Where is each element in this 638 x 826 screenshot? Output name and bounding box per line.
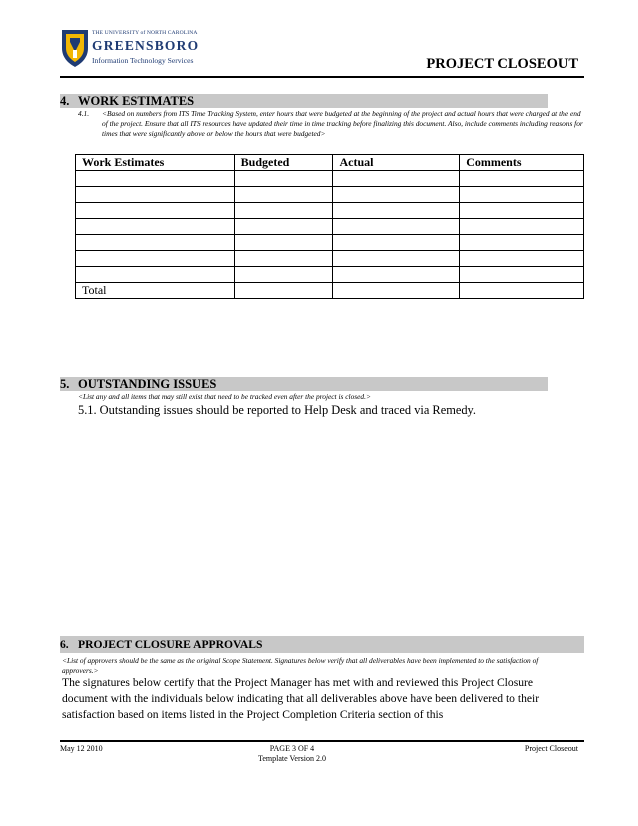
table-cell[interactable] — [234, 171, 333, 187]
table-row — [76, 187, 584, 203]
table-cell[interactable] — [76, 203, 235, 219]
table-header-row — [76, 155, 584, 171]
section-6-body: The signatures below certify that the Project Manager has met with and reviewed this Project Closure document with the individuals below indicating that all deliverables above have been delivered to their satisfaction based on items listed in the Project Completion Criteria section of this — [62, 676, 540, 721]
table-cell[interactable] — [333, 203, 460, 219]
table-row — [76, 267, 584, 283]
table-header-cell: Actual — [333, 155, 460, 171]
section-4-title: WORK ESTIMATES — [78, 94, 195, 108]
table-row — [76, 171, 584, 187]
table-cell[interactable] — [234, 219, 333, 235]
table-row — [76, 219, 584, 235]
section-4-heading — [60, 94, 194, 108]
logo-greensboro-text: GREENSBORO — [92, 38, 200, 53]
table-cell[interactable] — [234, 283, 333, 299]
table-cell[interactable] — [460, 219, 584, 235]
section-6-title: PROJECT CLOSURE APPROVALS — [78, 638, 263, 651]
table-cell[interactable] — [333, 235, 460, 251]
section-6-number: 6. — [60, 638, 69, 651]
uncg-shield-logo-icon — [60, 28, 90, 68]
table-cell[interactable] — [76, 219, 235, 235]
table-row — [76, 235, 584, 251]
work-estimates-table — [75, 154, 584, 299]
footer-document-name: Project Closeout — [524, 744, 578, 753]
table-cell[interactable] — [234, 203, 333, 219]
table-cell[interactable] — [76, 267, 235, 283]
footer-page-number: PAGE 3 OF 4 — [269, 744, 315, 753]
table-cell[interactable] — [76, 187, 235, 203]
table-cell[interactable] — [460, 283, 584, 299]
table-cell[interactable] — [333, 187, 460, 203]
footer-date: May 12 2010 — [60, 744, 103, 753]
table-cell[interactable] — [460, 203, 584, 219]
table-row — [76, 251, 584, 267]
logo-university-text: THE UNIVERSITY of NORTH CAROLINA — [92, 30, 198, 36]
table-cell[interactable] — [76, 171, 235, 187]
table-cell[interactable] — [76, 251, 235, 267]
table-cell[interactable] — [460, 171, 584, 187]
table-cell[interactable] — [76, 235, 235, 251]
section-4-number: 4. — [60, 94, 70, 108]
table-header-cell: Comments — [460, 155, 584, 171]
table-cell[interactable] — [234, 235, 333, 251]
table-cell[interactable] — [333, 219, 460, 235]
section-6-note: <List of approvers should be the same as the original Scope Statement. Signatures below verify that all deliverables have been implemented to the satisfaction of approvers.> — [62, 656, 539, 675]
table-cell[interactable] — [333, 283, 460, 299]
table-total-label: Total — [76, 283, 235, 299]
table-cell[interactable] — [460, 235, 584, 251]
footer-template-version: Template Version 2.0 — [258, 754, 326, 763]
table-header-cell: Budgeted — [234, 155, 333, 171]
document-title: PROJECT CLOSEOUT — [426, 56, 578, 72]
section-5-note: <List any and all items that may still exist that need to be tracked even after the project is closed.> — [78, 392, 371, 401]
table-total-row — [76, 283, 584, 299]
section-4-note-number: 4.1. — [78, 109, 90, 118]
table-cell[interactable] — [234, 251, 333, 267]
section-5-body: 5.1. Outstanding issues should be reported to Help Desk and traced via Remedy. — [78, 403, 477, 417]
section-4-note: <Based on numbers from ITS Time Tracking System, enter hours that were budgeted at the beginning of the project and actual hours that were charged at the end of the project. Ensure that all ITS resources have updated their time in time tracking before finalizing this document. Also, include comments including reasons for times that were significantly above or below the hours that were budgeted> — [102, 109, 583, 138]
table-cell[interactable] — [460, 187, 584, 203]
table-cell[interactable] — [234, 187, 333, 203]
table-cell[interactable] — [460, 267, 584, 283]
table-cell[interactable] — [333, 251, 460, 267]
header-rule — [60, 76, 584, 78]
section-5-heading — [60, 377, 216, 391]
table-cell[interactable] — [333, 171, 460, 187]
section-5-number: 5. — [60, 377, 70, 391]
table-cell[interactable] — [333, 267, 460, 283]
section-6-heading — [60, 637, 262, 652]
table-header-cell: Work Estimates — [76, 155, 235, 171]
table-cell[interactable] — [460, 251, 584, 267]
table-cell[interactable] — [234, 267, 333, 283]
section-5-title: OUTSTANDING ISSUES — [78, 377, 217, 391]
table-row — [76, 203, 584, 219]
logo-department-text: Information Technology Services — [92, 56, 194, 65]
footer-rule — [60, 740, 584, 742]
